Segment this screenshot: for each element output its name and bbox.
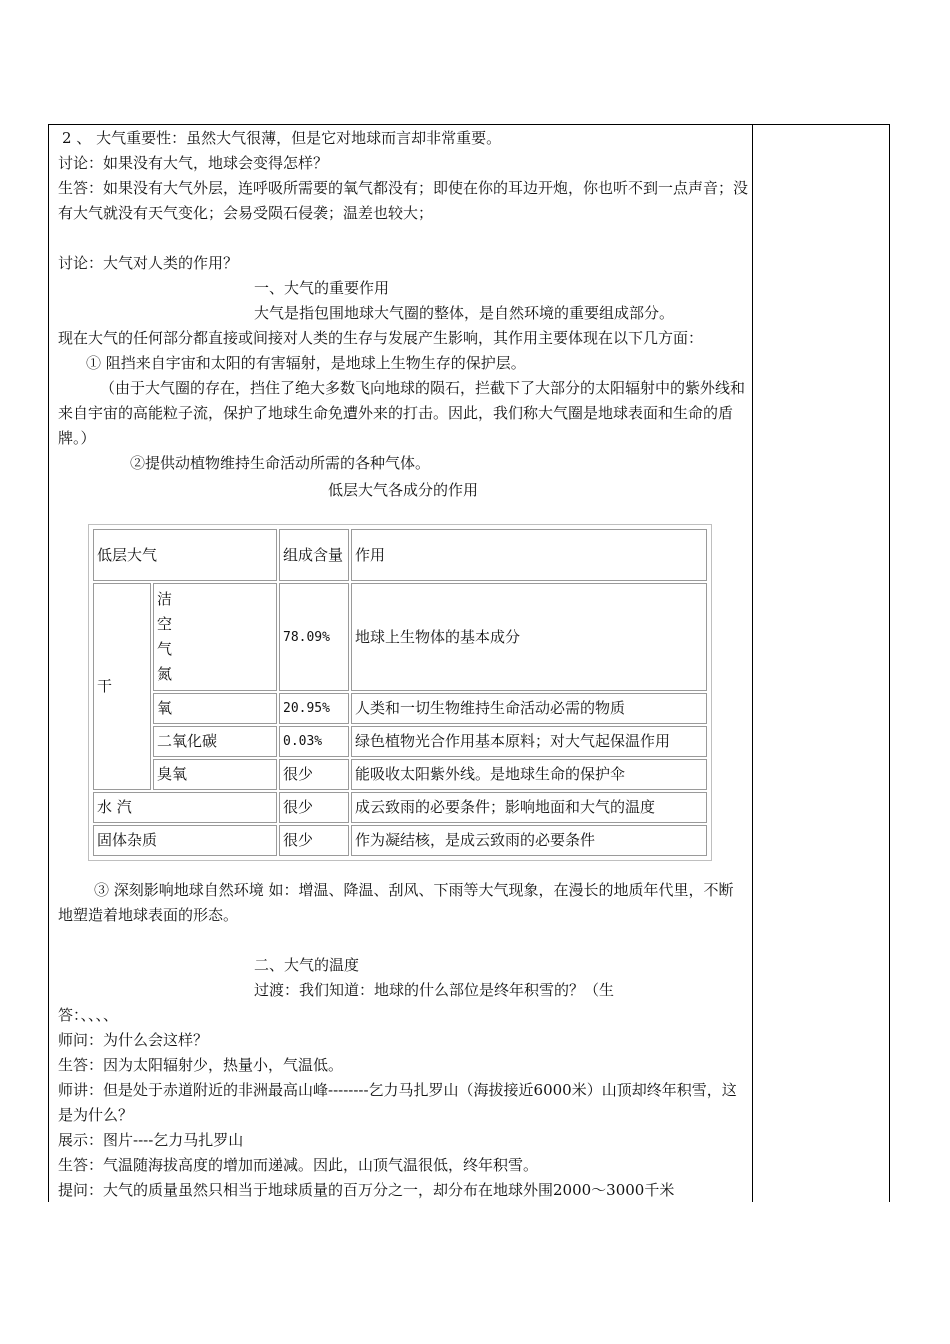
notes-column-divider <box>752 124 753 1202</box>
point-2: ②提供动植物维持生命活动所需的各种气体。 <box>130 454 431 472</box>
ozone-amount: 很少 <box>279 759 349 790</box>
transition-line: 过渡：我们知道：地球的什么部位是终年积雪的？（生 <box>254 981 615 999</box>
table-row <box>93 792 707 823</box>
oxygen-amount: 20.95% <box>279 693 349 724</box>
dry-air-label: 干 <box>93 583 151 790</box>
oxygen-role: 人类和一切生物维持生命活动必需的物质 <box>351 693 707 724</box>
section1-lead: 大气是指包围地球大气圈的整体，是自然环境的重要组成部分。 <box>254 304 675 322</box>
section1-body: 现在大气的任何部分都直接或间接对人类的生存与发展产生影响，其作用主要体现在以下几方面： <box>58 329 704 347</box>
section1-title: 一、大气的重要作用 <box>254 279 390 297</box>
co2-role: 绿色植物光合作用基本原料；对大气起保温作用 <box>351 726 707 757</box>
show-picture: 展示：图片----乞力马扎罗山 <box>58 1131 244 1149</box>
table-row <box>93 583 707 691</box>
spacer <box>58 928 748 953</box>
char: 空 <box>157 615 173 633</box>
header-amount: 组成含量 <box>279 529 349 581</box>
student-answer-dots: 答：、、、、 <box>58 1006 119 1024</box>
ozone-role: 能吸收太阳紫外线。是地球生命的保护伞 <box>351 759 707 790</box>
vapor-role: 成云致雨的必要条件；影响地面和大气的温度 <box>351 792 707 823</box>
vapor-amount: 很少 <box>279 792 349 823</box>
char: 洁 <box>157 590 173 608</box>
importance-heading: 2 、 大气重要性：虽然大气很薄，但是它对地球而言却非常重要。 <box>62 129 502 147</box>
lesson-content <box>58 126 748 503</box>
point-3: ③ 深刻影响地球自然环境 如：增温、降温、刮风、下雨等大气现象，在漫长的地质年代里，不断地塑造着地球表面的形态。 <box>58 881 734 924</box>
table-row <box>93 726 707 757</box>
composition-table-wrapper <box>88 524 712 861</box>
oxygen-name: 氧 <box>153 693 277 724</box>
clean-air-nitrogen-cell <box>153 583 277 691</box>
impurity-amount: 很少 <box>279 825 349 856</box>
student-answer-1: 生答：如果没有大气外层，连呼吸所需要的氧气都没有；即使在你的耳边开炮，你也听不到一点声音；没有大气就没有天气变化；会易受陨石侵袭；温差也较大； <box>58 179 749 222</box>
discussion-question-2: 讨论：大气对人类的作用？ <box>58 254 239 272</box>
table-header-row <box>93 529 707 581</box>
table-row <box>93 759 707 790</box>
composition-table <box>91 527 709 858</box>
student-answer-3: 生答：气温随海拔高度的增加而递减。因此，山顶气温很低，终年积雪。 <box>58 1156 539 1174</box>
table-row <box>93 693 707 724</box>
impurity-name: 固体杂质 <box>93 825 277 856</box>
co2-amount: 0.03% <box>279 726 349 757</box>
char: 气 <box>157 640 173 658</box>
student-answer-2: 生答：因为太阳辐射少，热量小，气温低。 <box>58 1056 344 1074</box>
point-1-note: （由于大气圈的存在，挡住了绝大多数飞向地球的陨石，拦截下了大部分的太阳辐射中的紫外线和来自宇宙的高能粒子流，保护了地球生命免遭外来的打击。因此，我们称大气圈是地球表面和生命的盾牌。） <box>58 379 746 447</box>
spacer <box>58 226 748 251</box>
discussion-question-1: 讨论：如果没有大气，地球会变得怎样？ <box>58 154 329 172</box>
co2-name: 二氧化碳 <box>153 726 277 757</box>
teacher-question-2: 提问：大气的质量虽然只相当于地球质量的百万分之一，却分布在地球外围2000～3000千米 <box>58 1181 675 1199</box>
point-1: ① 阻挡来自宇宙和太阳的有害辐射，是地球上生物生存的保护层。 <box>86 354 526 372</box>
vapor-name: 水 汽 <box>93 792 277 823</box>
lesson-content-continued <box>58 878 748 1203</box>
nitrogen-role: 地球上生物体的基本成分 <box>351 583 707 691</box>
teacher-question-1: 师问：为什么会这样？ <box>58 1031 209 1049</box>
section2-title: 二、大气的温度 <box>254 956 360 974</box>
header-layer: 低层大气 <box>93 529 277 581</box>
ozone-name: 臭氧 <box>153 759 277 790</box>
impurity-role: 作为凝结核，是成云致雨的必要条件 <box>351 825 707 856</box>
table-caption: 低层大气各成分的作用 <box>327 481 478 499</box>
teacher-explains: 师讲：但是处于赤道附近的非洲最高山峰--------乞力马扎罗山（海拔接近6000米）山顶却终年积雪，这是为什么？ <box>58 1081 737 1124</box>
header-role: 作用 <box>351 529 707 581</box>
table-row <box>93 825 707 856</box>
char: 氮 <box>157 665 173 683</box>
nitrogen-amount: 78.09% <box>279 583 349 691</box>
